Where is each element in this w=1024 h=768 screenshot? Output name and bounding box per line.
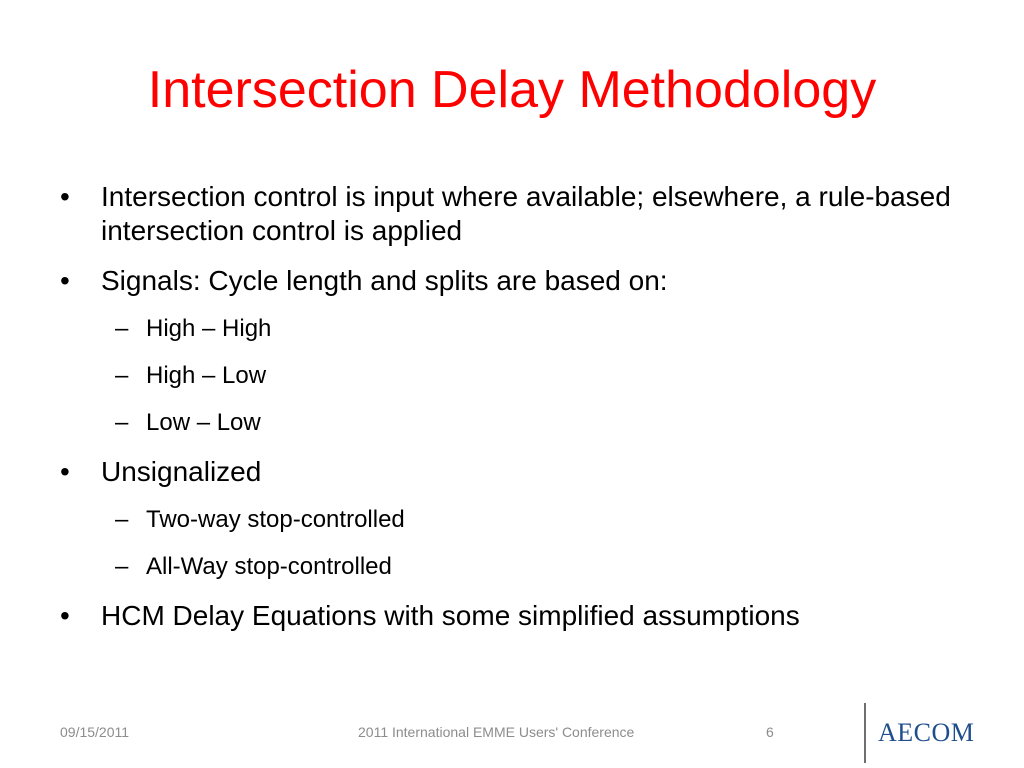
slide-body <box>58 180 958 649</box>
sub-bullet-text: All-Way stop-controlled <box>146 553 392 580</box>
sub-bullet-text: High – High <box>146 315 272 342</box>
footer-page-number: 6 <box>766 724 774 740</box>
bullet-text: HCM Delay Equations with some simplified assumptions <box>101 600 800 631</box>
logo-divider <box>864 703 866 763</box>
dash-icon: – <box>115 362 129 389</box>
sub-bullet-item <box>58 314 958 344</box>
sub-bullet-item <box>58 361 958 391</box>
bullet-icon: • <box>60 181 70 212</box>
bullet-item <box>58 180 958 248</box>
bullet-icon: • <box>60 456 70 487</box>
sub-bullet-text: Low – Low <box>146 409 261 436</box>
sub-bullet-item <box>58 408 958 438</box>
sub-bullet-item <box>58 552 958 582</box>
dash-icon: – <box>115 409 129 436</box>
sub-bullet-item <box>58 505 958 535</box>
sub-bullet-text: Two-way stop-controlled <box>146 506 405 533</box>
dash-icon: – <box>115 506 129 533</box>
dash-icon: – <box>115 315 129 342</box>
bullet-text: Unsignalized <box>101 456 262 487</box>
dash-icon: – <box>115 553 129 580</box>
bullet-icon: • <box>60 600 70 631</box>
aecom-logo: AECOM <box>878 718 975 747</box>
bullet-text: Signals: Cycle length and splits are based on: <box>101 265 668 296</box>
bullet-icon: • <box>60 265 70 296</box>
slide-title: Intersection Delay Methodology <box>147 61 877 119</box>
bullet-item <box>58 264 958 298</box>
footer-conference: 2011 International EMME Users' Conference <box>358 724 635 740</box>
bullet-item <box>58 455 958 489</box>
bullet-text: Intersection control is input where available; elsewhere, a rule-based intersection control is applied <box>101 181 951 246</box>
footer-date: 09/15/2011 <box>60 724 130 740</box>
sub-bullet-text: High – Low <box>146 362 267 389</box>
bullet-item <box>58 599 958 633</box>
